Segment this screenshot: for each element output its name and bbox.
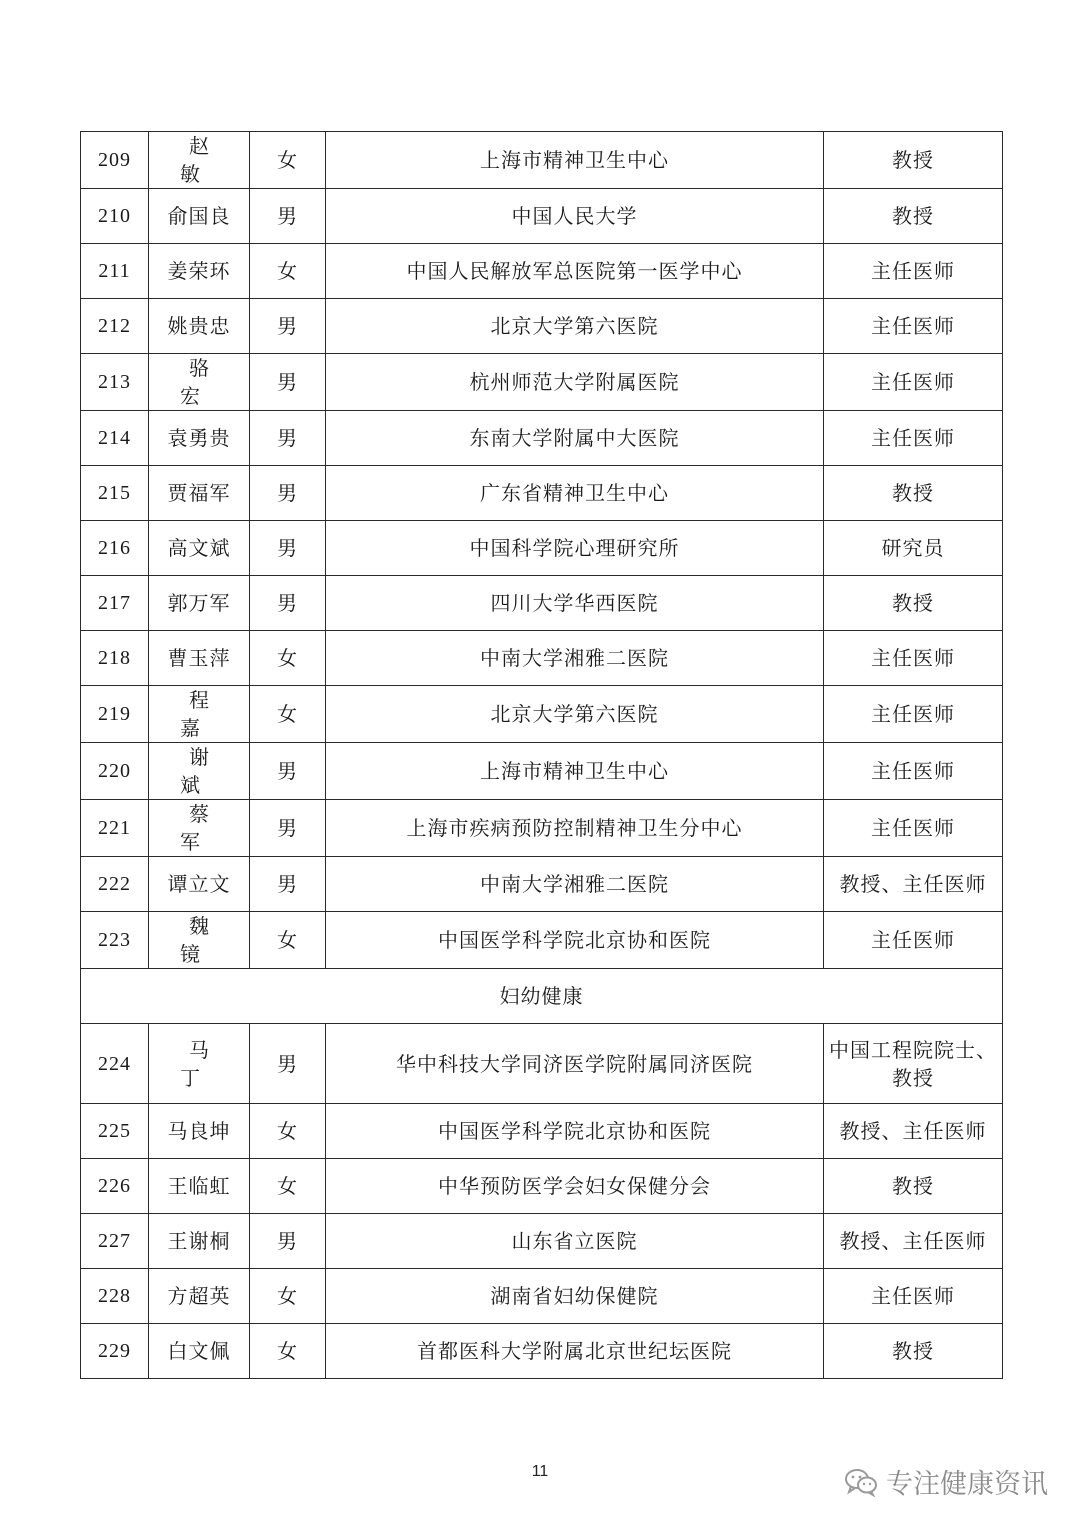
person-name: 王谢桐 <box>149 1214 250 1269</box>
organization: 中国科学院心理研究所 <box>326 521 824 576</box>
page-number: 11 <box>531 1463 549 1480</box>
table-row <box>81 411 1003 466</box>
table-row <box>81 857 1003 912</box>
person-name: 白文佩 <box>149 1324 250 1379</box>
person-name: 程 嘉 <box>149 686 250 743</box>
row-number: 212 <box>81 299 149 354</box>
gender: 男 <box>250 299 326 354</box>
person-name: 谢 斌 <box>149 743 250 800</box>
gender: 男 <box>250 411 326 466</box>
table-row <box>81 1159 1003 1214</box>
professional-title: 教授 <box>824 132 1003 189</box>
row-number: 228 <box>81 1269 149 1324</box>
organization: 四川大学华西医院 <box>326 576 824 631</box>
table-row <box>81 1214 1003 1269</box>
gender: 男 <box>250 466 326 521</box>
professional-title: 主任医师 <box>824 299 1003 354</box>
gender: 男 <box>250 857 326 912</box>
professional-title: 主任医师 <box>824 800 1003 857</box>
organization: 首都医科大学附属北京世纪坛医院 <box>326 1324 824 1379</box>
person-name: 曹玉萍 <box>149 631 250 686</box>
table-row <box>81 686 1003 743</box>
section-title: 妇幼健康 <box>81 969 1003 1024</box>
professional-title <box>824 1024 1003 1104</box>
gender: 男 <box>250 576 326 631</box>
table-row <box>81 1324 1003 1379</box>
organization: 湖南省妇幼保健院 <box>326 1269 824 1324</box>
person-name: 姚贵忠 <box>149 299 250 354</box>
organization: 中国医学科学院北京协和医院 <box>326 1104 824 1159</box>
professional-title: 研究员 <box>824 521 1003 576</box>
organization: 中国人民解放军总医院第一医学中心 <box>326 244 824 299</box>
organization: 山东省立医院 <box>326 1214 824 1269</box>
person-name: 姜荣环 <box>149 244 250 299</box>
gender: 女 <box>250 631 326 686</box>
professional-title: 教授、主任医师 <box>824 857 1003 912</box>
row-number: 224 <box>81 1024 149 1104</box>
title-line-2: 教授 <box>892 1065 934 1090</box>
professional-title: 主任医师 <box>824 686 1003 743</box>
organization: 上海市精神卫生中心 <box>326 743 824 800</box>
gender: 女 <box>250 132 326 189</box>
person-name: 俞国良 <box>149 189 250 244</box>
professional-title: 教授 <box>824 1159 1003 1214</box>
organization: 中南大学湘雅二医院 <box>326 631 824 686</box>
organization: 中国医学科学院北京协和医院 <box>326 912 824 969</box>
table-body-part2 <box>81 1024 1003 1379</box>
professional-title: 教授、主任医师 <box>824 1214 1003 1269</box>
professional-title: 教授 <box>824 466 1003 521</box>
professional-title: 教授 <box>824 189 1003 244</box>
row-number: 217 <box>81 576 149 631</box>
person-name: 贾福军 <box>149 466 250 521</box>
table-row <box>81 244 1003 299</box>
professional-title: 主任医师 <box>824 912 1003 969</box>
gender: 女 <box>250 1159 326 1214</box>
person-name: 马 丁 <box>149 1024 250 1104</box>
person-name: 魏 镜 <box>149 912 250 969</box>
organization: 东南大学附属中大医院 <box>326 411 824 466</box>
table-row <box>81 1104 1003 1159</box>
person-name: 骆 宏 <box>149 354 250 411</box>
row-number: 219 <box>81 686 149 743</box>
gender: 女 <box>250 912 326 969</box>
organization: 中国人民大学 <box>326 189 824 244</box>
row-number: 221 <box>81 800 149 857</box>
organization: 中华预防医学会妇女保健分会 <box>326 1159 824 1214</box>
person-name: 谭立文 <box>149 857 250 912</box>
professional-title: 教授 <box>824 576 1003 631</box>
row-number: 229 <box>81 1324 149 1379</box>
gender: 男 <box>250 189 326 244</box>
gender: 男 <box>250 743 326 800</box>
section-header-row <box>81 969 1003 1024</box>
table-row <box>81 1269 1003 1324</box>
title-line-1: 中国工程院院士、 <box>829 1037 997 1062</box>
gender: 女 <box>250 1269 326 1324</box>
watermark <box>844 1462 1048 1501</box>
row-number: 213 <box>81 354 149 411</box>
organization: 广东省精神卫生中心 <box>326 466 824 521</box>
organization: 上海市疾病预防控制精神卫生分中心 <box>326 800 824 857</box>
gender: 女 <box>250 1104 326 1159</box>
table-section <box>81 969 1003 1024</box>
row-number: 209 <box>81 132 149 189</box>
row-number: 216 <box>81 521 149 576</box>
gender: 女 <box>250 1324 326 1379</box>
table-body-part1 <box>81 132 1003 969</box>
organization: 华中科技大学同济医学院附属同济医院 <box>326 1024 824 1104</box>
person-name: 郭万军 <box>149 576 250 631</box>
organization: 上海市精神卫生中心 <box>326 132 824 189</box>
table-row <box>81 631 1003 686</box>
watermark-text: 专注健康资讯 <box>886 1469 1048 1500</box>
professional-title: 教授、主任医师 <box>824 1104 1003 1159</box>
professional-title: 主任医师 <box>824 244 1003 299</box>
professional-title: 主任医师 <box>824 1269 1003 1324</box>
table-row <box>81 1024 1003 1104</box>
gender: 男 <box>250 354 326 411</box>
table-row <box>81 132 1003 189</box>
gender: 男 <box>250 521 326 576</box>
person-name: 赵 敏 <box>149 132 250 189</box>
person-name: 袁勇贵 <box>149 411 250 466</box>
row-number: 215 <box>81 466 149 521</box>
organization: 北京大学第六医院 <box>326 299 824 354</box>
row-number: 225 <box>81 1104 149 1159</box>
row-number: 210 <box>81 189 149 244</box>
gender: 女 <box>250 244 326 299</box>
gender: 男 <box>250 800 326 857</box>
row-number: 222 <box>81 857 149 912</box>
table-row <box>81 299 1003 354</box>
row-number: 223 <box>81 912 149 969</box>
row-number: 211 <box>81 244 149 299</box>
gender: 男 <box>250 1214 326 1269</box>
professional-title: 主任医师 <box>824 743 1003 800</box>
gender: 男 <box>250 1024 326 1104</box>
person-name: 蔡 军 <box>149 800 250 857</box>
professional-title: 教授 <box>824 1324 1003 1379</box>
person-name: 王临虹 <box>149 1159 250 1214</box>
table-row <box>81 189 1003 244</box>
table-row <box>81 354 1003 411</box>
professional-title: 主任医师 <box>824 411 1003 466</box>
person-name: 方超英 <box>149 1269 250 1324</box>
table-row <box>81 912 1003 969</box>
table-row <box>81 800 1003 857</box>
table-row <box>81 743 1003 800</box>
person-name: 高文斌 <box>149 521 250 576</box>
gender: 女 <box>250 686 326 743</box>
person-name: 马良坤 <box>149 1104 250 1159</box>
table-row <box>81 466 1003 521</box>
row-number: 214 <box>81 411 149 466</box>
table-row <box>81 576 1003 631</box>
organization: 北京大学第六医院 <box>326 686 824 743</box>
row-number: 227 <box>81 1214 149 1269</box>
professional-title: 主任医师 <box>824 354 1003 411</box>
row-number: 226 <box>81 1159 149 1214</box>
expert-list-table <box>80 131 1003 1379</box>
row-number: 218 <box>81 631 149 686</box>
organization: 中南大学湘雅二医院 <box>326 857 824 912</box>
row-number: 220 <box>81 743 149 800</box>
wechat-icon <box>844 1467 878 1497</box>
professional-title: 主任医师 <box>824 631 1003 686</box>
table-row <box>81 521 1003 576</box>
organization: 杭州师范大学附属医院 <box>326 354 824 411</box>
